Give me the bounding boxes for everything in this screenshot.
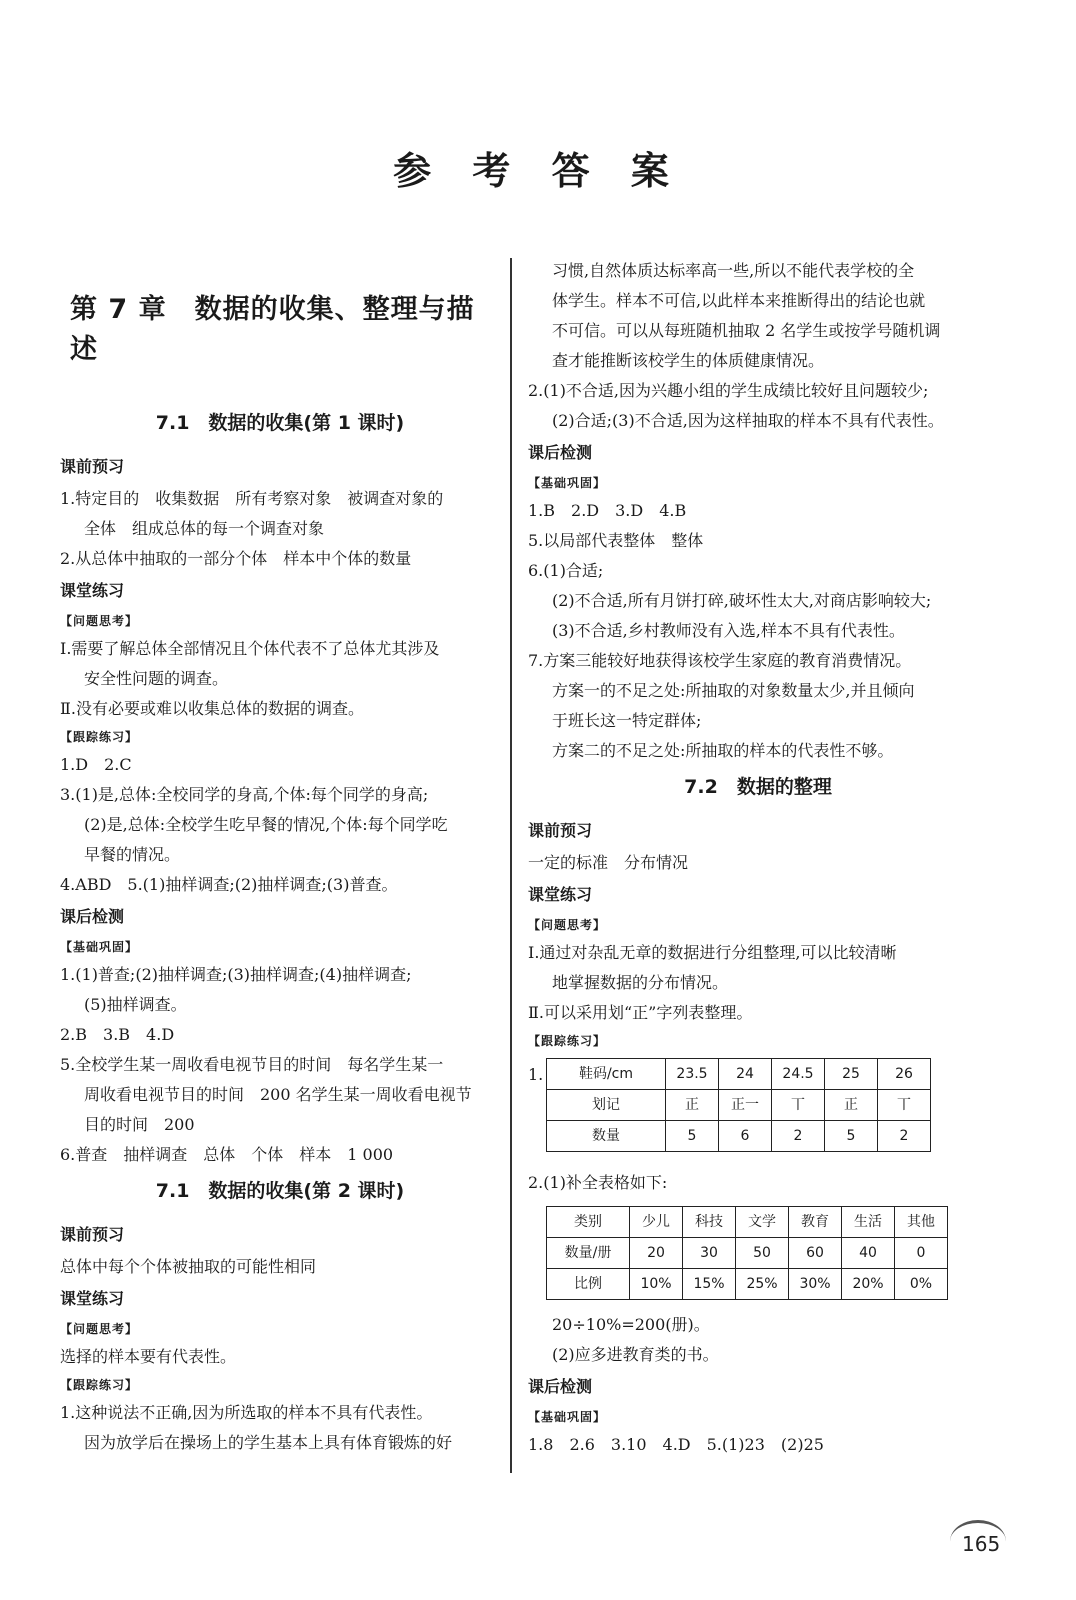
answer-line: 方案一的不足之处:所抽取的对象数量太少,并且倾向 (552, 681, 915, 700)
tag-label: 【跟踪练习】 (528, 1034, 607, 1048)
table-cell: 30% (789, 1269, 842, 1300)
answer-line: 周收看电视节目的时间 200 名学生某一周收看电视节 (84, 1085, 472, 1104)
table-cell: 数量 (547, 1121, 666, 1152)
answer-line: (2)是,总体:全校学生吃早餐的情况,个体:每个同学吃 (84, 815, 448, 834)
table-row (547, 1090, 931, 1121)
table-cell: 划记 (547, 1090, 666, 1121)
table-1-block (528, 1058, 988, 1152)
answer-line: 2.从总体中抽取的一部分个体 样本中个体的数量 (60, 549, 412, 568)
tag-label: 【问题思考】 (60, 614, 139, 628)
chapter-heading: 第 7 章 数据的收集、整理与描述 (70, 294, 475, 365)
table-cell: 其他 (895, 1207, 948, 1238)
table-cell: 丅 (772, 1090, 825, 1121)
table-cell: 少儿 (630, 1207, 683, 1238)
table-cell: 生活 (842, 1207, 895, 1238)
answer-line: (2)不合适,所有月饼打碎,破坏性太大,对商店影响较大; (552, 591, 932, 610)
answer-line: (5)抽样调查。 (84, 995, 187, 1014)
table-cell: 25% (736, 1269, 789, 1300)
table-row (547, 1059, 931, 1090)
table-cell: 0% (895, 1269, 948, 1300)
answer-line: 习惯,自然体质达标率高一些,所以不能代表学校的全 (552, 261, 915, 280)
right-column (528, 256, 988, 1460)
page-title: 参 考 答 案 (393, 148, 683, 193)
answer-line: 选择的样本要有代表性。 (60, 1347, 237, 1366)
answer-line: 1.(1)普查;(2)抽样调查;(3)抽样调查;(4)抽样调查; (60, 965, 412, 984)
answer-line: 早餐的情况。 (84, 845, 181, 864)
answer-line: 7.方案三能较好地获得该校学生家庭的教育消费情况。 (528, 651, 912, 670)
answer-line: (2)合适;(3)不合适,因为这样抽取的样本不具有代表性。 (552, 411, 944, 430)
subheading: 课后检测 (528, 443, 593, 462)
table-row (547, 1269, 948, 1300)
answer-line: 2.(1)不合适,因为兴趣小组的学生成绩比较好且问题较少; (528, 381, 929, 400)
table-cell: 鞋码/cm (547, 1059, 666, 1090)
tag-label: 【问题思考】 (60, 1322, 139, 1336)
answer-line: 1.D 2.C (60, 755, 132, 774)
table-cell: 10% (630, 1269, 683, 1300)
table-cell: 科技 (683, 1207, 736, 1238)
table-cell: 20% (842, 1269, 895, 1300)
table-cell: 50 (736, 1238, 789, 1269)
table-cell: 60 (789, 1238, 842, 1269)
subheading: 课前预习 (60, 1225, 125, 1244)
table-cell: 正 (666, 1090, 719, 1121)
answer-line: 1.8 2.6 3.10 4.D 5.(1)23 (2)25 (528, 1435, 824, 1454)
subheading: 课前预习 (528, 821, 593, 840)
page-number: 165 (962, 1532, 1001, 1556)
answer-line: 方案二的不足之处:所抽取的样本的代表性不够。 (552, 741, 894, 760)
table-cell: 6 (719, 1121, 772, 1152)
tag-label: 【基础巩固】 (528, 476, 607, 490)
table-cell: 比例 (547, 1269, 630, 1300)
table-cell: 26 (878, 1059, 931, 1090)
tag-label: 【基础巩固】 (60, 940, 139, 954)
section-title: 7.2 数据的整理 (684, 776, 832, 798)
table-cell: 20 (630, 1238, 683, 1269)
table-cell: 23.5 (666, 1059, 719, 1090)
left-column (60, 290, 500, 1458)
answer-line: (2)应多进教育类的书。 (552, 1345, 719, 1364)
answer-line: 6.(1)合适; (528, 561, 604, 580)
table-cell: 0 (895, 1238, 948, 1269)
answer-line: 5.全校学生某一周收看电视节目的时间 每名学生某一 (60, 1055, 444, 1074)
answer-line: 一定的标准 分布情况 (528, 853, 689, 872)
answer-line: 因为放学后在操场上的学生基本上具有体育锻炼的好 (84, 1433, 453, 1452)
table-cell: 类别 (547, 1207, 630, 1238)
table-cell: 2 (772, 1121, 825, 1152)
answer-line: 体学生。样本不可信,以此样本来推断得出的结论也就 (552, 291, 926, 310)
answer-line: 1.B 2.D 3.D 4.B (528, 501, 687, 520)
book-category-table (546, 1206, 948, 1300)
answer-line: 6.普查 抽样调查 总体 个体 样本 1 000 (60, 1145, 394, 1164)
answer-line: 2.(1)补全表格如下: (528, 1173, 668, 1192)
table-cell: 5 (666, 1121, 719, 1152)
answer-line: 安全性问题的调查。 (84, 669, 229, 688)
table-cell: 24.5 (772, 1059, 825, 1090)
table-row (547, 1207, 948, 1238)
answer-line: 不可信。可以从每班随机抽取 2 名学生或按学号随机调 (552, 321, 941, 340)
subheading: 课堂练习 (60, 581, 125, 600)
answer-line: Ⅱ.没有必要或难以收集总体的数据的调查。 (60, 699, 364, 718)
section-title: 7.1 数据的收集(第 1 课时) (155, 412, 405, 434)
table-cell: 40 (842, 1238, 895, 1269)
table-cell: 5 (825, 1121, 878, 1152)
answer-line: 20÷10%=200(册)。 (552, 1315, 710, 1334)
table-cell: 15% (683, 1269, 736, 1300)
subheading: 课后检测 (60, 907, 125, 926)
tag-label: 【跟踪练习】 (60, 730, 139, 744)
answer-line: 于班长这一特定群体; (552, 711, 702, 730)
answer-line: 2.B 3.B 4.D (60, 1025, 175, 1044)
answer-line: Ⅱ.可以采用划“正”字列表整理。 (528, 1003, 753, 1022)
table-cell: 24 (719, 1059, 772, 1090)
shoe-size-table (546, 1058, 931, 1152)
section-title: 7.1 数据的收集(第 2 课时) (155, 1180, 405, 1202)
table-row (547, 1238, 948, 1269)
answer-line: 目的时间 200 (84, 1115, 195, 1134)
tag-label: 【问题思考】 (528, 918, 607, 932)
table-cell: 2 (878, 1121, 931, 1152)
answer-line: Ⅰ.需要了解总体全部情况且个体代表不了总体尤其涉及 (60, 639, 440, 658)
table-row (547, 1121, 931, 1152)
tag-label: 【基础巩固】 (528, 1410, 607, 1424)
table-cell: 30 (683, 1238, 736, 1269)
subheading: 课堂练习 (60, 1289, 125, 1308)
table-cell: 数量/册 (547, 1238, 630, 1269)
answer-line: 地掌握数据的分布情况。 (552, 973, 729, 992)
answer-line: 1.特定目的 收集数据 所有考察对象 被调查对象的 (60, 489, 444, 508)
question-number: 1. (528, 1065, 544, 1084)
table-cell: 25 (825, 1059, 878, 1090)
answer-line: 查才能推断该校学生的体质健康情况。 (552, 351, 825, 370)
answer-line: (3)不合适,乡村教师没有入选,样本不具有代表性。 (552, 621, 905, 640)
answer-line: Ⅰ.通过对杂乱无章的数据进行分组整理,可以比较清晰 (528, 943, 897, 962)
table-cell: 文学 (736, 1207, 789, 1238)
subheading: 课后检测 (528, 1377, 593, 1396)
table-cell: 丅 (878, 1090, 931, 1121)
tag-label: 【跟踪练习】 (60, 1378, 139, 1392)
subheading: 课前预习 (60, 457, 125, 476)
answer-line: 3.(1)是,总体:全校同学的身高,个体:每个同学的身高; (60, 785, 429, 804)
subheading: 课堂练习 (528, 885, 593, 904)
table-cell: 正一 (719, 1090, 772, 1121)
answer-line: 4.ABD 5.(1)抽样调查;(2)抽样调查;(3)普查。 (60, 875, 398, 894)
column-divider (510, 258, 512, 1473)
table-cell: 正 (825, 1090, 878, 1121)
answer-line: 全体 组成总体的每一个调查对象 (84, 519, 325, 538)
answer-line: 总体中每个个体被抽取的可能性相同 (60, 1257, 317, 1276)
answer-line: 5.以局部代表整体 整体 (528, 531, 704, 550)
table-cell: 教育 (789, 1207, 842, 1238)
answer-line: 1.这种说法不正确,因为所选取的样本不具有代表性。 (60, 1403, 433, 1422)
